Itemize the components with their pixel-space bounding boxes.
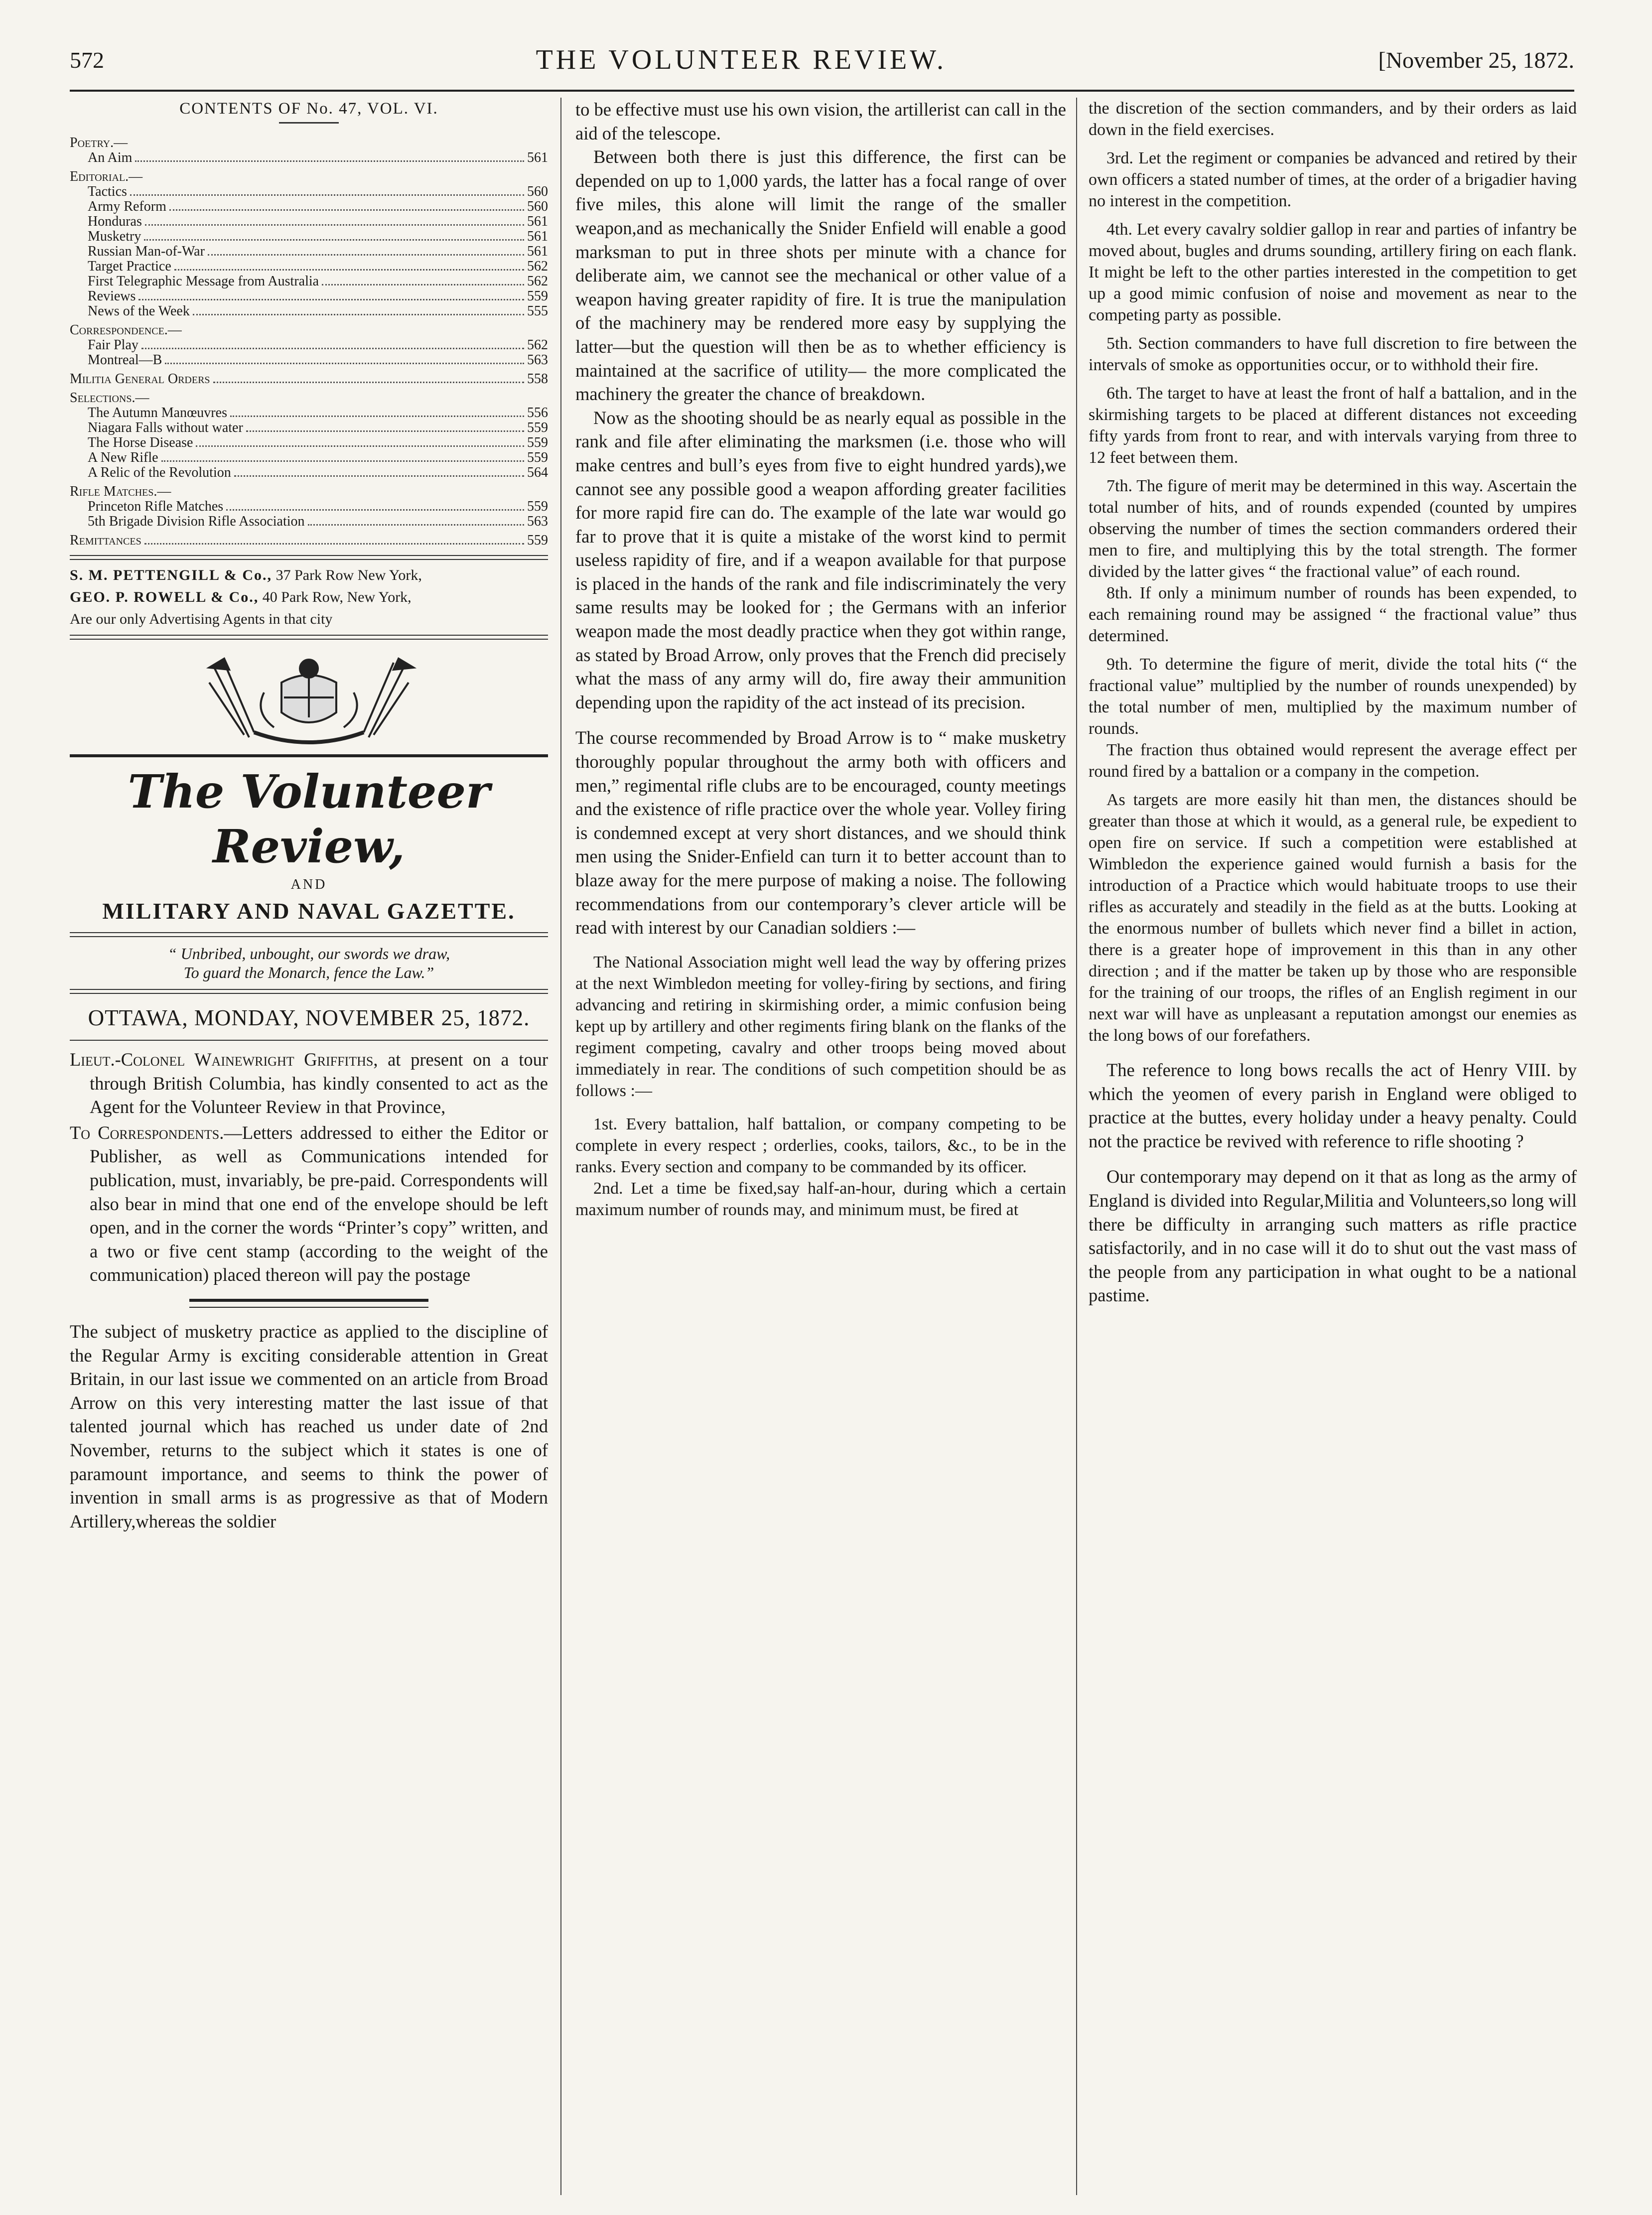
contents-page-number: 560 <box>527 184 548 199</box>
contents-category-label: Editorial.— <box>70 169 143 184</box>
notice-heading: Lieut.-Colonel Wainewright Griffiths, <box>70 1049 378 1070</box>
contents-category <box>70 169 548 184</box>
contents-item <box>70 465 548 480</box>
contents-item <box>70 274 548 289</box>
contents-page-number: 561 <box>527 150 548 165</box>
column-1 <box>70 98 548 2195</box>
divider <box>70 989 548 994</box>
quoted-paragraph: The fraction thus obtained would represent the average effect per round fired by a battalion or a company in the competion. <box>1089 741 1577 781</box>
contents-page-number: 559 <box>527 420 548 435</box>
contents-item-title: Fair Play <box>88 337 138 353</box>
contents-page-number: 559 <box>527 450 548 465</box>
contents-item-title: An Aim <box>88 150 133 165</box>
newspaper-title: THE VOLUNTEER REVIEW. <box>536 44 947 75</box>
contents-item-title: A New Rifle <box>88 450 158 465</box>
contents-item-title: The Autumn Manœuvres <box>88 405 227 420</box>
contents-item-title: Russian Man-of-War <box>88 244 205 259</box>
column-rule <box>1076 98 1077 2195</box>
article-paragraph: The course recommended by Broad Arrow is to “ make musketry thoroughly popular throughout the army both with officers and men,” regimental rifle clubs are to be encouraged, county meetings and the existence of rifle practice over the whole year. Volley firing is condemned except at very short distances, and we should think men using the Snider-Enfield can turn it to better account than to blaze away for the mere purpose of making a noise. The following recommendations from our contemporary’s clever article will be read with interest by our Canadian soldiers :— <box>575 727 1066 938</box>
column-rule <box>560 98 561 2195</box>
quoted-paragraph: the discretion of the section commanders, and by their orders as laid down in the field exercises. <box>1089 99 1577 139</box>
article-paragraph: Between both there is just this difference, the first can be depended on up to 1,000 yards, the latter has a focal range of over five miles, this alone will limit the range of the smaller weapon,and as mechanically the Snider Enfield will enable a good marksman to put in three shots per minute with a chance for deliberate aim, we cannot see the mechanical or other value of a weapon having greater rapidity of fire. It is true the manipulation of the machinery may be rendered more easy by supplying the latter—but the question will then be as to whether efficiency is maintained at the sacrifice of utility— the more complicated the machinery the greater the chance of breakdown. <box>575 146 1066 405</box>
contents-page-number: 558 <box>527 371 548 387</box>
contents-item <box>70 514 548 529</box>
contents-page-number: 561 <box>527 229 548 244</box>
notice-agent <box>70 1048 548 1119</box>
motto-line: To guard the Monarch, fence the Law.” <box>183 964 434 981</box>
advertising-agents <box>70 567 548 628</box>
contents-item-title: Montreal—B <box>88 352 162 368</box>
dateline: OTTAWA, MONDAY, NOVEMBER 25, 1872. <box>88 1005 530 1030</box>
contents-item <box>70 450 548 465</box>
contents-item-title: Honduras <box>88 214 142 229</box>
motto-line: “ Unbribed, unbought, our swords we draw, <box>167 945 450 963</box>
contents-page-number: 562 <box>527 274 548 289</box>
contents-item-title: Army Reform <box>88 199 166 214</box>
quoted-paragraph: 7th. The figure of merit may be determined in this way. Ascertain the total number of hits, and of rounds expended (counted by umpires observing the number of times the section commanders ordered their men to fire, and multiplying this by the total strength. The former divided by the latter gives “ the fractional value” of each round. <box>1089 477 1577 581</box>
contents-page-number: 564 <box>527 465 548 480</box>
contents-item-title: 5th Brigade Division Rifle Association <box>88 514 305 529</box>
quoted-paragraph: As targets are more easily hit than men, the distances should be greater than those at which it would, as a general rule, be expedient to open fire on service. If such a competition were established at Wimbledon the experience gained would furnish a basis for the introduction of a Practice which would habituate troops to use their rifles as accurately and steadily in the field as at the butts. Looking at the enormous number of bullets which never find a billet in action, there is a greater hope of improvement in this than in any other direction ; and if the matter be taken up by those who are responsible for the training of our troops, the rifles of an English regiment in our next war will have as unpleasant a reputation amongst our enemies as the long bows of our forefathers. <box>1089 791 1577 1045</box>
article-paragraph: Our contemporary may depend on it that as long as the army of England is divided into Regular,Militia and Volunteers,so long will there be difficulty in arranging such matters as rifle practice satisfactorily, and in no case will it do to shut out the vast mass of the people from any participation in what ought to be a national pastime. <box>1089 1166 1577 1306</box>
contents-item-title: Tactics <box>88 184 127 199</box>
divider <box>70 635 548 640</box>
royal-coat-of-arms-icon <box>179 648 438 747</box>
contents-item-title: The Horse Disease <box>88 435 193 450</box>
contents-page-number: 560 <box>527 199 548 214</box>
page-header <box>70 30 1574 92</box>
notice-body: —Letters addressed to either the Editor or Publisher, as well as Communications intended for publication, must, invariably, be pre-paid. Correspondents will also bear in mind that one end of the envelope should be left open, and in the corner the words “Printer’s copy” written, and a two or five cent stamp (according to the weight of the communication) placed thereon will pay the postage <box>90 1122 548 1285</box>
contents-item <box>70 289 548 304</box>
contents-category-label: Remittances <box>70 533 141 548</box>
contents-item <box>70 304 548 319</box>
contents-category <box>70 136 548 150</box>
contents-category-label: Militia General Orders <box>70 371 210 387</box>
contents-item <box>70 199 548 214</box>
page-number: 572 <box>70 47 104 73</box>
contents-category-label: Selections.— <box>70 390 149 406</box>
contents-heading: CONTENTS OF No. 47, VOL. VI. <box>179 100 438 118</box>
divider <box>279 122 339 124</box>
contents-category <box>70 323 548 338</box>
contents-item-title: First Telegraphic Message from Australia <box>88 274 319 289</box>
notice-body: at present on a tour through British Columbia, has kindly consented to act as the Agent for the Volunteer Review in that Province, <box>90 1049 548 1117</box>
divider <box>70 1040 548 1041</box>
quoted-paragraph: 1st. Every battalion, half battalion, or company competing to be complete in every respect ; orderlies, cooks, tailors, &c., to be in the ranks. Every section and company to be commanded by its officer. <box>575 1114 1066 1176</box>
masthead-subtitle: MILITARY AND NAVAL GAZETTE. <box>102 898 516 924</box>
article-paragraph: to be effective must use his own vision, the artillerist can call in the aid of the telescope. <box>575 99 1066 143</box>
agent-entry <box>70 567 548 584</box>
contents-page-number: 562 <box>527 259 548 274</box>
contents-item <box>70 420 548 435</box>
contents-category <box>70 372 548 387</box>
contents-item <box>70 214 548 229</box>
contents-item-title: Princeton Rifle Matches <box>88 499 224 514</box>
agent-address: 40 Park Row, New York, <box>262 589 412 605</box>
article-paragraph: The subject of musketry practice as applied to the discipline of the Regular Army is exciting considerable attention in Great Britain, in our last issue we commented on an article from Broad Arrow on this very interesting matter the last issue of that talented journal which has reached us under date of 2nd November, returns to the subject which it states is one of paramount importance, and seems to think the power of invention in small arms is as progressive as that of Modern Artillery,whereas the soldier <box>70 1321 548 1531</box>
masthead-and: AND <box>290 877 327 892</box>
article-paragraph: The reference to long bows recalls the act of Henry VIII. by which the yeomen of every parish in England were obliged to practice at the buttes, every holiday under a heavy penalty. Could not the practice be revived with reference to rifle shooting ? <box>1089 1060 1577 1151</box>
table-of-contents <box>70 136 548 548</box>
contents-item-title: News of the Week <box>88 303 190 319</box>
issue-date: [November 25, 1872. <box>1378 47 1574 73</box>
contents-page-number: 559 <box>527 288 548 304</box>
notice-heading: To Correspondents. <box>70 1122 224 1143</box>
contents-category-label: Rifle Matches.— <box>70 484 171 499</box>
contents-item <box>70 150 548 165</box>
contents-item <box>70 184 548 199</box>
column-2 <box>575 98 1066 2195</box>
contents-item <box>70 353 548 368</box>
agent-name: GEO. P. ROWELL & Co., <box>70 589 259 605</box>
contents-item <box>70 406 548 420</box>
contents-page-number: 559 <box>527 533 548 548</box>
contents-page-number: 562 <box>527 337 548 353</box>
contents-page-number: 563 <box>527 352 548 368</box>
contents-item-title: Niagara Falls without water <box>88 420 243 435</box>
contents-item <box>70 259 548 274</box>
contents-page-number: 555 <box>527 303 548 319</box>
contents-item <box>70 499 548 514</box>
article-paragraph: Now as the shooting should be as nearly equal as possible in the rank and file after eliminating the marksmen (i.e. those who will make centres and bull’s eyes from five to eight hundred yards),we cannot see any possible good a weapon affording greater facilities for more rapid fire can do. The example of the late war would go far to prove that it is quite a mistake of the worst kind to permit useless rapidity of fire, and if a weapon available for that purpose is placed in the hands of the rank and file indiscriminately the very same results may be looked for ; the Germans with an inferior weapon made the most deadly practice when they got within range, as stated by Broad Arrow, only proves that the French did precisely what the mass of any army will do, fire away their ammunition depending upon the rapidity of the act instead of its precision. <box>575 407 1066 712</box>
column-3 <box>1089 98 1577 2195</box>
quoted-paragraph: 8th. If only a minimum number of rounds has been expended, to each remaining round may be assigned “ the fractional value” thus determined. <box>1089 584 1577 645</box>
agents-note: Are our only Advertising Agents in that city <box>70 611 333 627</box>
agent-entry <box>70 589 548 606</box>
contents-category <box>70 391 548 406</box>
contents-page-number: 556 <box>527 405 548 420</box>
notice-correspondents <box>70 1121 548 1287</box>
motto <box>70 944 548 982</box>
divider <box>189 1299 428 1308</box>
quoted-paragraph: 2nd. Let a time be fixed,say half-an-hour, during which a certain maximum number of rounds may, and minimum must, be fired at <box>575 1179 1066 1219</box>
contents-page-number: 561 <box>527 214 548 229</box>
contents-item-title: Target Practice <box>88 259 171 274</box>
contents-page-number: 559 <box>527 435 548 450</box>
contents-category <box>70 484 548 499</box>
masthead-title: The Volunteer Review, <box>128 765 490 873</box>
divider <box>70 555 548 560</box>
contents-item-title: Reviews <box>88 288 136 304</box>
quoted-paragraph: 3rd. Let the regiment or companies be advanced and retired by their own officers a stated number of times, at the order of a brigadier having no interest in the competition. <box>1089 149 1577 210</box>
contents-item-title: A Relic of the Revolution <box>88 465 231 480</box>
contents-item <box>70 338 548 353</box>
contents-category-label: Correspondence.— <box>70 322 182 338</box>
divider <box>70 754 548 757</box>
quoted-paragraph: 6th. The target to have at least the front of half a battalion, and in the skirmishing targets to be placed at different distances not exceeding fifty yards from front to rear, and with intervals varying from three to 12 feet between them. <box>1089 384 1577 467</box>
contents-item <box>70 435 548 450</box>
quoted-paragraph: 9th. To determine the figure of merit, divide the total hits (“ the fractional value” multiplied by the number of rounds unexpended) by the total number of men, multiplied by the maximum number of rounds. <box>1089 655 1577 738</box>
divider <box>70 932 548 937</box>
quoted-paragraph: 4th. Let every cavalry soldier gallop in rear and parties of infantry be moved about, bugles and drums sounding, artillery firing on each flank. It might be left to the other parties interested in the competition to get up a good mimic confusion of noise and movement as near to the competing party as possible. <box>1089 220 1577 324</box>
contents-item <box>70 244 548 259</box>
agent-address: 37 Park Row New York, <box>275 567 422 583</box>
contents-page-number: 563 <box>527 514 548 529</box>
contents-category <box>70 533 548 548</box>
quoted-paragraph: The National Association might well lead the way by offering prizes at the next Wimbledon meeting for volley-firing by sections, and firing advancing and retiring in skirmishing order, a mimic confusion being kept up by artillery and other regiments firing blank on the flanks of the regiment competing, cavalry and other troops being moved about immediately in rear. The conditions of such competition should be as follows :— <box>575 953 1066 1100</box>
contents-page-number: 559 <box>527 499 548 514</box>
agent-name: S. M. PETTENGILL & Co., <box>70 567 273 583</box>
contents-item <box>70 229 548 244</box>
contents-item-title: Musketry <box>88 229 141 244</box>
quoted-paragraph: 5th. Section commanders to have full discretion to fire between the intervals of smoke as opportunities occur, or to withhold their fire. <box>1089 334 1577 374</box>
contents-page-number: 561 <box>527 244 548 259</box>
contents-category-label: Poetry.— <box>70 135 128 150</box>
